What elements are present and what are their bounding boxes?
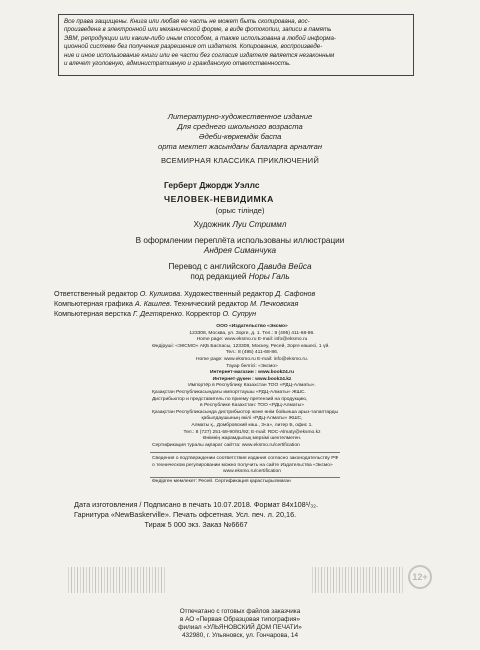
staff-line [54,289,315,299]
copyright-line: ние и иное использование книги или ее части без согласия издателя является незаконным [64,51,335,59]
edition-type: Литературно-художественное издание [167,112,313,121]
editor-label: под редакцией [190,272,249,281]
print-line: Дата изготовления / Подписано в печать 10.07.2018. Формат 84x108¹/₃₂. [74,500,319,509]
print-line: Гарнитура «NewBaskerville». Печать офсетная. Усл. печ. л. 20,16. [74,510,297,519]
cover-credit [0,236,480,256]
staff-line [54,299,298,309]
staff-role: Компьютерная верстка [54,309,133,318]
copyright-line: Все права защищены. Книга или любая ее часть не может быть скопирована, вос- [64,18,310,25]
publisher-line: 123308, Москва, ул. Зорге, д. 1. Тел.: 8 (495) 411-68-86. [189,330,315,336]
copyright-line: ЭВМ, репродукции или каким-либо иным способом, а также использована в любой информа- [64,34,336,42]
staff-name: Г. Дегтяренко [132,309,182,318]
cert-line: Өндірген мемлекет: Ресей. Сертификация қарастырылмаған [152,479,291,484]
staff-role: Компьютерная графика [54,299,135,308]
print-info [74,500,318,530]
cert-line: www.eksmo.ru/certification [223,469,281,475]
publisher-line: Интернет-магазин : www.book24.ru [210,370,294,376]
language-note: (орыс тілінде) [215,206,265,215]
staff-name: О. Куликова [139,289,181,298]
copyright-line: произведена в электронной или механической форме, в виде фотокопии, записи в память [64,26,332,34]
publisher-line: Интернет-дүкен : www.book24.kz [212,376,292,382]
publisher-line: Импортёр в Республику Казахстан ТОО «РДЦ-Алматы». [188,383,316,389]
divider [150,452,340,453]
publisher-line: Алматы қ., Домбровский көш., 3«а», литер Б, офис 1. [191,422,313,428]
publisher-line: Қазақстан Республикасындағы импорттаушы «РДЦ-Алматы» ЖШС. [152,389,306,395]
publisher-line: Тел.: 8 (727) 251-59-90/91/92; E-mail: RDC-Almaty@eksmo.kz [183,429,321,435]
staff-role: . Технический редактор [169,299,251,308]
publisher-line: Home page: www.eksmo.ru E-mail: info@eksmo.ru [196,337,308,343]
staff-name: Д. Сафонов [275,289,316,298]
publisher-line: Өндіруші: «ЭКСМО» АҚБ Баспасы, 123308, Мәскеу, Ресей, Зорге көшесі, 1 үй. [152,343,330,349]
book-title: ЧЕЛОВЕК-НЕВИДИМКА [164,194,274,204]
printer-line: в АО «Первая Образцовая типография» [179,616,301,623]
printer-line: 432980, г. Ульяновск, ул. Гончарова, 14 [181,632,299,639]
copyright-line: ционной системе без получения разрешения от издателя. Копирование, воспроизведе- [64,43,323,51]
country-info [152,479,452,486]
cover-artist-name: Андрея Симанчука [203,246,277,255]
age-group: Для среднего школьного возраста [177,122,303,131]
translation-editor-name: Норы Галь [248,272,290,281]
copyright-line: и влечет уголовную, административную и гражданскую ответственность. [64,60,291,68]
certification-info [152,456,452,476]
publisher-line: Дистрибьютор и представитель по приему претензий на продукцию, [152,396,308,402]
cover-credit-line: В оформлении переплёта использованы иллюстрации [135,236,345,245]
divider [150,477,340,478]
edition-type-kz: Әдеби-көркемдік баспа [198,132,282,141]
print-line: Тираж 5 000 экз. Заказ №6667 [144,520,248,529]
watermark-barcode [312,567,404,593]
age-group-kz: орта мектеп жасындағы балаларға арналған [157,142,323,151]
publisher-line: Сертификация туралы ақпарат сайтта: www.eksmo.ru/certification [152,442,300,448]
publisher-line: в Республике Казахстан: ТОО «РДЦ-Алматы» [200,403,304,409]
artist-label: Художник [193,220,233,229]
staff-name: А. Кашлев [134,299,170,308]
staff-name: О. Супрун [222,309,257,318]
publisher-line: қабылдаушының өкілі «РДЦ-Алматы» ЖШС, [201,416,303,422]
publisher-line: Тауар белгісі: «Эксмо» [226,363,278,369]
watermark-barcode [68,567,166,593]
publisher-line: Тел.: 8 (495) 411-68-86. [225,350,279,356]
translator-name: Давида Вейса [257,262,312,271]
printer-line: филиал «УЛЬЯНОВСКИЙ ДОМ ПЕЧАТИ» [178,624,302,631]
cert-line: о техническом регулировании можно получить на сайте Издательства «Эксмо» [152,462,333,468]
publisher-line: Өнімнің жарамдылық мерзімі шектелмеген. [202,436,302,442]
author-name: Герберт Джордж Уэллс [164,180,260,190]
staff-line [54,309,256,319]
staff-role: . Корректор [181,309,223,318]
publisher-line: ООО «Издательство «Эксмо» [216,324,288,329]
copyright-notice [58,14,414,76]
printer-line: Отпечатано с готовых файлов заказчика [179,608,301,615]
artist-name: Луи Стриммл [232,220,287,229]
cert-line: Сведения о подтверждении соответствия издания согласно законодательству РФ [152,456,339,461]
printer-info [0,608,480,640]
staff-role: . Художественный редактор [180,289,276,298]
staff-name: М. Печковская [250,299,299,308]
series-title: ВСЕМИРНАЯ КЛАССИКА ПРИКЛЮЧЕНИЙ [160,156,319,165]
translation-label: Перевод с английского [168,262,258,271]
artist-credit [0,220,480,230]
age-rating-logo: 12+ [408,565,432,589]
publisher-line: Қазақстан Республикасында дистрибьютор және өнім бойынша арыз-талаптарды [152,409,339,415]
publisher-info [152,324,452,449]
translation-credit [0,262,480,282]
staff-role: Ответственный редактор [54,289,140,298]
publisher-line: Home page: www.eksmo.ru E-mail: info@eksmo.ru. [195,356,309,362]
